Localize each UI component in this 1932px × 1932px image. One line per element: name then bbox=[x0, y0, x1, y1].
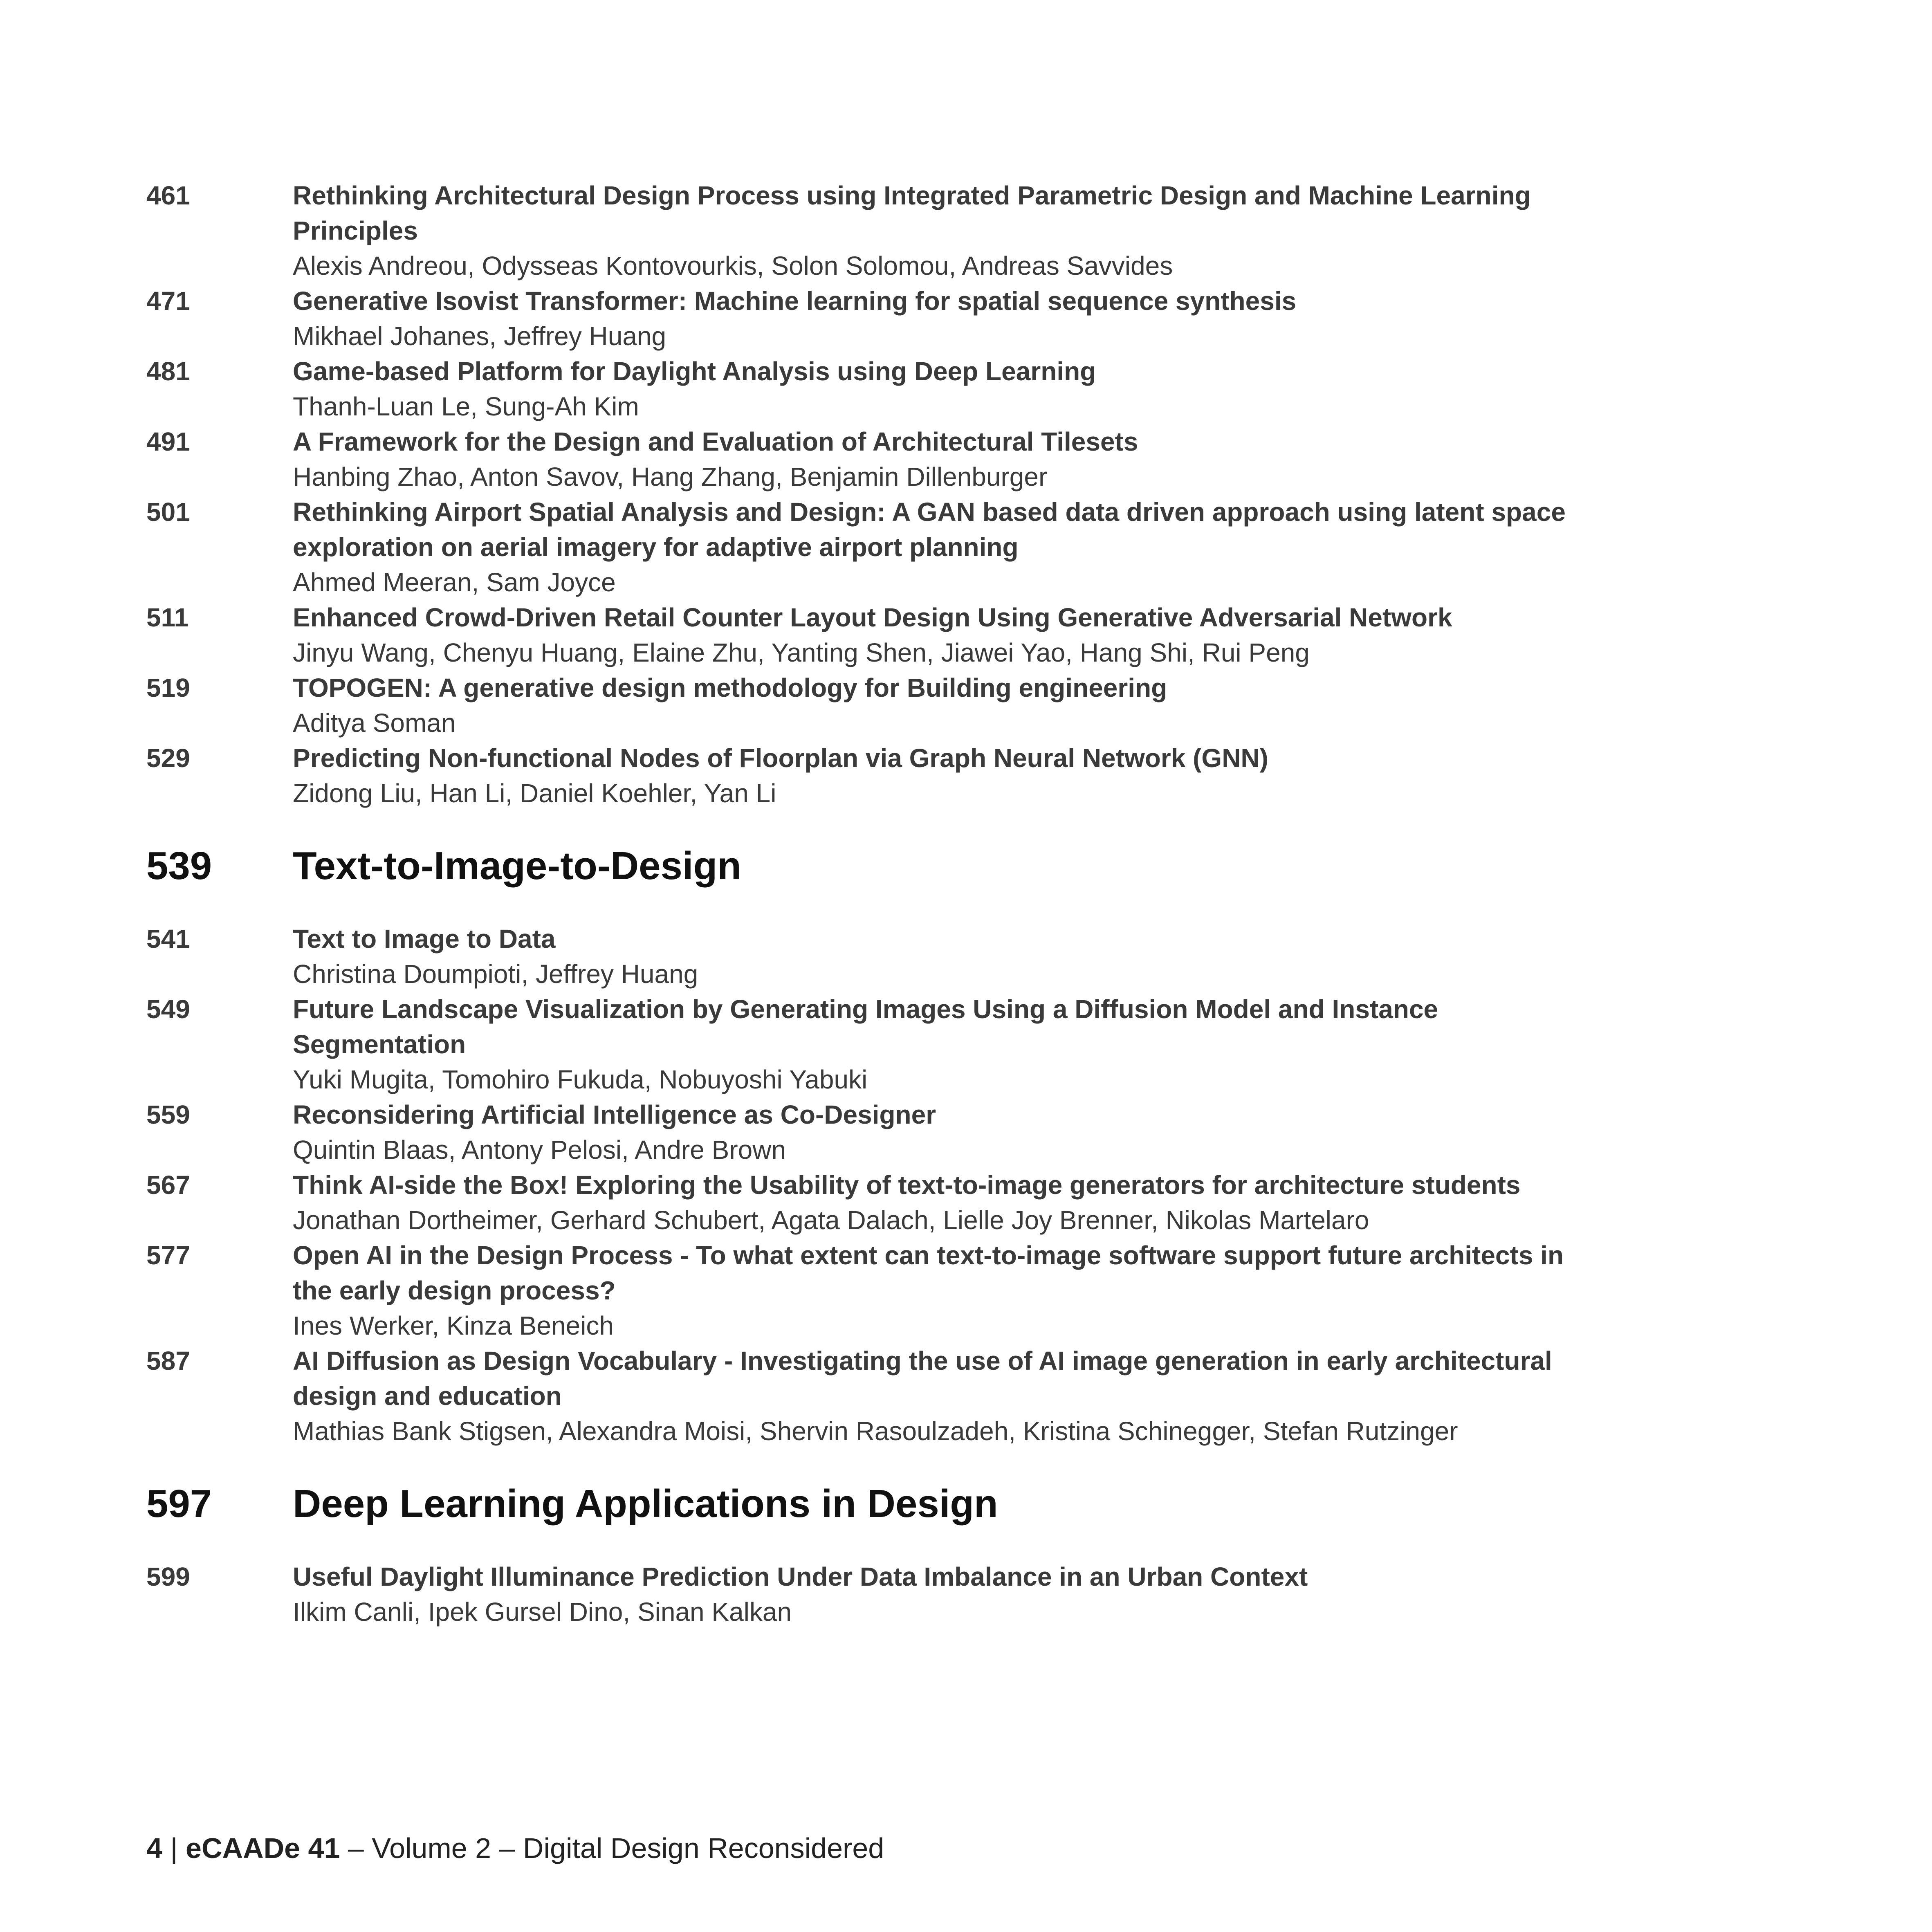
entry-page-number: 471 bbox=[146, 286, 190, 316]
toc-entry bbox=[146, 921, 1496, 992]
toc-entry bbox=[146, 1097, 1496, 1167]
entry-title: Game-based Platform for Daylight Analysis using Deep Learning bbox=[293, 357, 1096, 386]
toc-entry bbox=[146, 992, 1496, 1097]
entry-authors: Hanbing Zhao, Anton Savov, Hang Zhang, Benjamin Dillenburger bbox=[293, 462, 1048, 491]
entry-authors: Zidong Liu, Han Li, Daniel Koehler, Yan Li bbox=[293, 779, 776, 808]
entry-body bbox=[293, 921, 1601, 992]
entry-body bbox=[293, 354, 1601, 424]
entry-authors: Mathias Bank Stigsen, Alexandra Moisi, Shervin Rasoulzadeh, Kristina Schinegger, Stefan Rutzinger bbox=[293, 1416, 1458, 1446]
table-of-contents bbox=[146, 178, 1566, 1629]
footer-separator: | bbox=[162, 1832, 186, 1864]
toc-entry bbox=[146, 494, 1566, 600]
entry-body bbox=[293, 494, 1601, 600]
entry-authors: Ilkim Canli, Ipek Gursel Dino, Sinan Kalkan bbox=[293, 1597, 792, 1627]
section-page-number: 539 bbox=[146, 844, 212, 888]
toc-entry bbox=[146, 178, 1531, 283]
entry-page-number: 599 bbox=[146, 1562, 190, 1591]
entry-title: TOPOGEN: A generative design methodology for Building engineering bbox=[293, 673, 1167, 702]
entry-page-number: 559 bbox=[146, 1100, 190, 1129]
entry-authors: Thanh-Luan Le, Sung-Ah Kim bbox=[293, 392, 639, 421]
entry-page-number: 577 bbox=[146, 1241, 190, 1270]
section-heading bbox=[146, 841, 1496, 891]
footer-page-number: 4 bbox=[146, 1832, 162, 1864]
entry-body bbox=[293, 992, 1601, 1097]
toc-entry bbox=[146, 740, 1496, 811]
entry-authors: Alexis Andreou, Odysseas Kontovourkis, Solon Solomou, Andreas Savvides bbox=[293, 251, 1173, 280]
entry-title: Think AI-side the Box! Exploring the Usability of text-to-image generators for architecture students bbox=[293, 1170, 1521, 1200]
entry-body bbox=[293, 1559, 1601, 1629]
entry-title: Predicting Non-functional Nodes of Floorplan via Graph Neural Network (GNN) bbox=[293, 743, 1268, 773]
toc-entry bbox=[146, 424, 1496, 494]
footer-conference: eCAADe 41 bbox=[186, 1832, 340, 1864]
entry-body bbox=[293, 178, 1601, 283]
entry-title: Reconsidering Artificial Intelligence as Co-Designer bbox=[293, 1100, 936, 1129]
entry-body bbox=[293, 740, 1601, 811]
entry-authors: Jonathan Dortheimer, Gerhard Schubert, Agata Dalach, Lielle Joy Brenner, Nikolas Martelaro bbox=[293, 1205, 1369, 1235]
section-title: Text-to-Image-to-Design bbox=[293, 844, 741, 888]
toc-entry bbox=[146, 600, 1496, 670]
entry-page-number: 549 bbox=[146, 994, 190, 1024]
entry-title: AI Diffusion as Design Vocabulary - Investigating the use of AI image generation in early architectural design and education bbox=[293, 1346, 1552, 1411]
entry-title: Enhanced Crowd-Driven Retail Counter Layout Design Using Generative Adversarial Network bbox=[293, 603, 1452, 632]
entry-body bbox=[293, 670, 1601, 740]
entry-title: Open AI in the Design Process - To what extent can text-to-image software support future architects in the early design process? bbox=[293, 1241, 1564, 1305]
page-footer bbox=[146, 1830, 884, 1867]
entry-title: Rethinking Architectural Design Process using Integrated Parametric Design and Machine Learning Principles bbox=[293, 181, 1531, 245]
toc-entry bbox=[146, 670, 1496, 740]
toc-entry bbox=[146, 1167, 1521, 1238]
entry-body bbox=[293, 600, 1601, 670]
toc-entry bbox=[146, 354, 1496, 424]
entry-body bbox=[293, 1167, 1601, 1238]
entry-authors: Aditya Soman bbox=[293, 708, 456, 738]
entry-authors: Quintin Blaas, Antony Pelosi, Andre Brown bbox=[293, 1135, 786, 1165]
section-title: Deep Learning Applications in Design bbox=[293, 1482, 998, 1526]
entry-page-number: 501 bbox=[146, 497, 190, 527]
entry-body bbox=[293, 1343, 1601, 1449]
entry-page-number: 541 bbox=[146, 924, 190, 954]
entry-page-number: 587 bbox=[146, 1346, 190, 1376]
section-heading bbox=[146, 1479, 1496, 1528]
entry-page-number: 529 bbox=[146, 743, 190, 773]
entry-title: A Framework for the Design and Evaluation of Architectural Tilesets bbox=[293, 427, 1138, 456]
entry-body bbox=[293, 424, 1601, 494]
entry-authors: Yuki Mugita, Tomohiro Fukuda, Nobuyoshi Yabuki bbox=[293, 1065, 868, 1094]
toc-entry bbox=[146, 1343, 1552, 1449]
entry-authors: Mikhael Johanes, Jeffrey Huang bbox=[293, 321, 666, 351]
entry-page-number: 511 bbox=[146, 603, 189, 632]
entry-title: Text to Image to Data bbox=[293, 924, 556, 954]
toc-entry bbox=[146, 1559, 1496, 1629]
entry-body bbox=[293, 283, 1601, 354]
entry-title: Future Landscape Visualization by Generating Images Using a Diffusion Model and Instance Segmentation bbox=[293, 994, 1438, 1059]
entry-title: Useful Daylight Illuminance Prediction Under Data Imbalance in an Urban Context bbox=[293, 1562, 1308, 1591]
entry-body bbox=[293, 1097, 1601, 1167]
entry-authors: Christina Doumpioti, Jeffrey Huang bbox=[293, 959, 698, 989]
toc-entry bbox=[146, 283, 1496, 354]
section-page-number: 597 bbox=[146, 1482, 212, 1526]
entry-page-number: 461 bbox=[146, 181, 190, 210]
entry-page-number: 491 bbox=[146, 427, 190, 456]
entry-authors: Ahmed Meeran, Sam Joyce bbox=[293, 568, 616, 597]
entry-page-number: 481 bbox=[146, 357, 190, 386]
entry-authors: Ines Werker, Kinza Beneich bbox=[293, 1311, 614, 1340]
entry-authors: Jinyu Wang, Chenyu Huang, Elaine Zhu, Yanting Shen, Jiawei Yao, Hang Shi, Rui Peng bbox=[293, 638, 1310, 667]
entry-body bbox=[293, 1238, 1601, 1343]
entry-title: Rethinking Airport Spatial Analysis and Design: A GAN based data driven approach using latent space exploration on aerial imagery for adaptive airport planning bbox=[293, 497, 1566, 562]
toc-entry bbox=[146, 1238, 1564, 1343]
entry-page-number: 519 bbox=[146, 673, 190, 702]
footer-volume-title: – Volume 2 – Digital Design Reconsidered bbox=[340, 1832, 884, 1864]
entry-page-number: 567 bbox=[146, 1170, 190, 1200]
entry-title: Generative Isovist Transformer: Machine learning for spatial sequence synthesis bbox=[293, 286, 1297, 316]
